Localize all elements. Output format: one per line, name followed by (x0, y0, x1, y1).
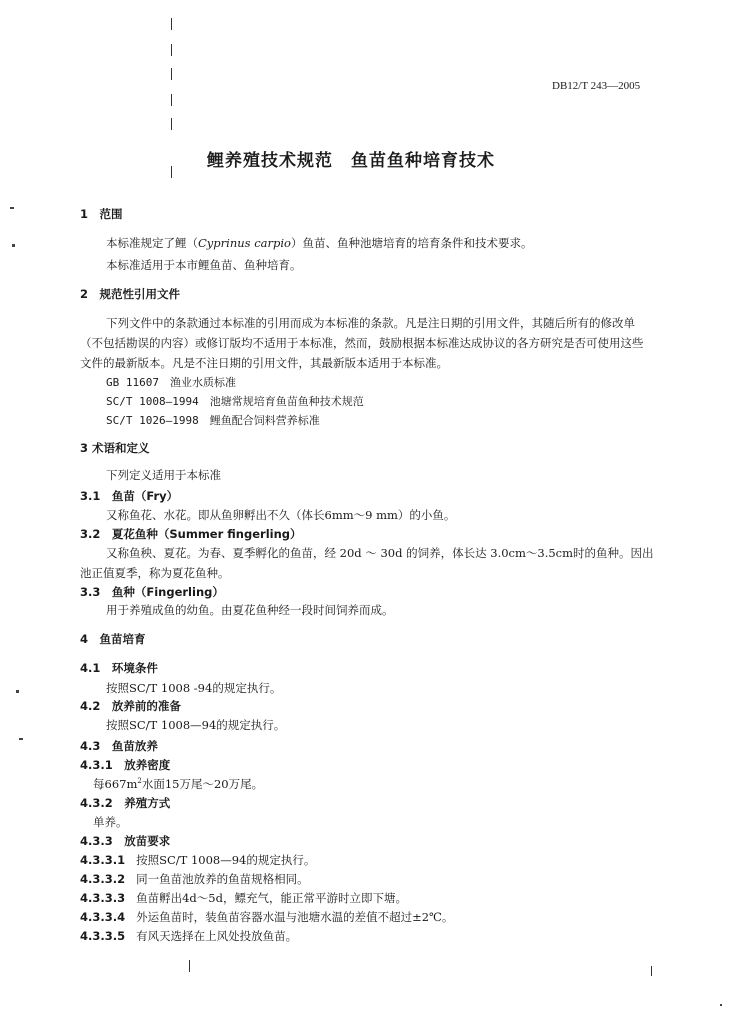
list-item: 4.3.3.5 有风天选择在上风处投放鱼苗。 (80, 929, 298, 943)
subsection-heading: 4.2 放养前的准备 (80, 699, 181, 713)
paragraph: 又称鱼花、水花。即从鱼卵孵出不久（体长6mm～9 mm）的小鱼。 (106, 508, 456, 522)
paragraph: 下列定义适用于本标准 (106, 468, 221, 482)
subsection-heading: 4.3 鱼苗放养 (80, 739, 158, 753)
scan-artifact (171, 68, 172, 80)
scan-artifact (19, 738, 23, 740)
reference-item: GB 11607 渔业水质标准 (106, 376, 236, 389)
scan-artifact (189, 960, 190, 972)
paragraph: 按照SC/T 1008 -94的规定执行。 (106, 681, 282, 695)
scan-artifact (171, 166, 172, 178)
document-id: DB12/T 243—2005 (552, 80, 641, 92)
subsection-heading: 4.3.1 放养密度 (80, 758, 171, 772)
subsection-heading: 4.3.3 放苗要求 (80, 834, 171, 848)
paragraph: 下列文件中的条款通过本标准的引用而成为本标准的条款。凡是注日期的引用文件，其随后所有的修改单（不包括勘误的内容）或修订版均不适用于本标准，然而，鼓励根据本标准达成协议的各方研究是否可使用这些文件的最新版本。凡是不注日期的引用文件，其最新版本适用于本标准。 (80, 316, 644, 370)
species-name: Cyprinus carpio (198, 236, 291, 250)
list-item: 4.3.3.4 外运鱼苗时，装鱼苗容器水温与池塘水温的差值不超过±2℃。 (80, 910, 454, 924)
subsection-heading: 3.1 鱼苗（Fry） (80, 489, 179, 503)
list-item: 4.3.3.2 同一鱼苗池放养的鱼苗规格相同。 (80, 872, 309, 886)
page-title: 鲤养殖技术规范 鱼苗鱼种培育技术 (207, 151, 495, 171)
paragraph: 本标准适用于本市鲤鱼苗、鱼种培育。 (106, 258, 302, 272)
scan-artifact (171, 44, 172, 56)
paragraph: 用于养殖成鱼的幼鱼。由夏花鱼种经一段时间饲养而成。 (106, 603, 394, 617)
scan-artifact (171, 94, 172, 106)
paragraph: 按照SC/T 1008—94的规定执行。 (106, 718, 286, 732)
scan-artifact (720, 1004, 722, 1006)
subsection-heading: 4.1 环境条件 (80, 661, 158, 675)
paragraph: 每$667m^2$水面15万尾～20万尾。 (93, 777, 264, 791)
list-item: 4.3.3.3 鱼苗孵出4d～5d，鳔充气，能正常平游时立即下塘。 (80, 891, 407, 905)
list-item: 4.3.3.1 按照SC/T 1008—94的规定执行。 (80, 853, 316, 867)
section-heading: 2 规范性引用文件 (80, 287, 181, 301)
subsection-heading: 3.3 鱼种（Fingerling） (80, 585, 224, 599)
paragraph: 本标准规定了鲤（Cyprinus carpio）鱼苗、鱼种池塘培育的培育条件和技术要求。 (106, 236, 533, 250)
section-heading: 1 范围 (80, 207, 123, 221)
paragraph: 又称鱼秧、夏花。为春、夏季孵化的鱼苗，经 20d ～ 30d 的饲养，体长达 3.0cm～3.5cm时的鱼种。因出池正值夏季，称为夏花鱼种。 (80, 546, 654, 580)
paragraph: 单养。 (93, 815, 128, 829)
section-heading: 4 鱼苗培育 (80, 632, 146, 646)
reference-item: SC/T 1026—1998 鲤鱼配合饲料营养标准 (106, 414, 320, 427)
scan-artifact (171, 18, 172, 30)
scan-artifact (10, 207, 14, 209)
section-heading: 3 术语和定义 (80, 441, 150, 455)
reference-item: SC/T 1008—1994 池塘常规培育鱼苗鱼种技术规范 (106, 395, 364, 408)
scan-artifact (16, 690, 19, 693)
subsection-heading: 4.3.2 养殖方式 (80, 796, 171, 810)
scan-artifact (12, 244, 15, 247)
subsection-heading: 3.2 夏花鱼种（Summer fingerling） (80, 527, 302, 541)
scan-artifact (651, 966, 652, 976)
scan-artifact (171, 118, 172, 130)
